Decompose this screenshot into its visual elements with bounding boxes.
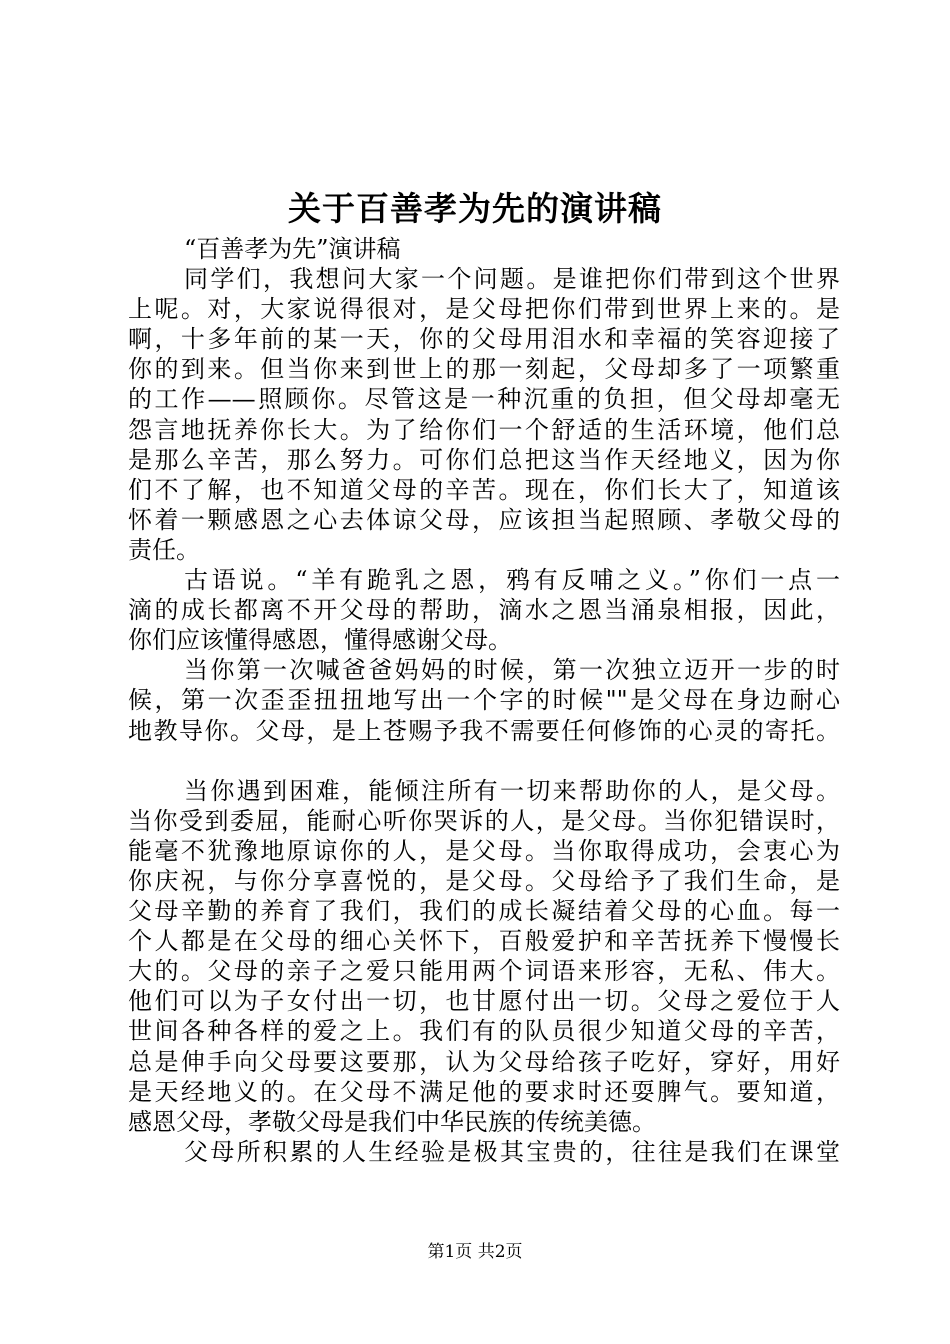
text-line: 当你遇到困难，能倾注所有一切来帮助你的人，是父母。 [184,776,840,805]
text-line: 你们应该懂得感恩，懂得感谢父母。 [128,626,512,655]
text-line: 世间各种各样的爱之上。我们有的队员很少知道父母的辛苦， [128,1017,840,1046]
text-line: 是天经地义的。在父母不满足他的要求时还耍脾气。要知道， [128,1077,840,1106]
text-line: 怨言地抚养你长大。为了给你们一个舒适的生活环境，他们总 [128,415,840,444]
text-line: “百善孝为先”演讲稿 [184,235,401,263]
text-line: 怀着一颗感恩之心去体谅父母，应该担当起照顾、孝敬父母的 [128,505,840,534]
text-line: 当你第一次喊爸爸妈妈的时候，第一次独立迈开一步的时 [184,656,840,685]
text-line: 同学们，我想问大家一个问题。是谁把你们带到这个世界 [184,265,840,294]
text-line: 个人都是在父母的细心关怀下，百般爱护和辛苦抚养下慢慢长 [128,927,840,956]
text-line: 们不了解，也不知道父母的辛苦。现在，你们长大了，知道该 [128,475,840,504]
document-title: 关于百善孝为先的演讲稿 [288,189,662,228]
text-line: 啊，十多年前的某一天，你的父母用泪水和幸福的笑容迎接了 [128,325,840,354]
text-line: 大的。父母的亲子之爱只能用两个词语来形容，无私、伟大。 [128,957,840,986]
text-line: 父母所积累的人生经验是极其宝贵的，往往是我们在课堂 [184,1137,840,1166]
blank-line [128,746,840,776]
text-line: 地教导你。父母，是上苍赐予我不需要任何修饰的心灵的寄托。 [128,716,840,745]
text-line: 的工作——照顾你。尽管这是一种沉重的负担，但父母却毫无 [128,385,840,414]
text-line: 父母辛勤的养育了我们，我们的成长凝结着父母的心血。每一 [128,897,840,926]
text-line: 你庆祝，与你分享喜悦的，是父母。父母给予了我们生命，是 [128,866,840,895]
text-line: 是那么辛苦，那么努力。可你们总把这当作天经地义，因为你 [128,445,840,474]
text-line: 候，第一次歪歪扭扭地写出一个字的时候""是父母在身边耐心 [128,686,840,715]
text-line: 感恩父母，孝敬父母是我们中华民族的传统美德。 [128,1107,656,1136]
document-body [128,234,840,1167]
text-line: 他们可以为子女付出一切，也甘愿付出一切。父母之爱位于人 [128,987,840,1016]
text-line: 责任。 [128,535,200,564]
page-footer: 第1页 共2页 [427,1242,523,1262]
text-line: 总是伸手向父母要这要那，认为父母给孩子吃好，穿好，用好 [128,1047,840,1076]
text-line: 能毫不犹豫地原谅你的人，是父母。当你取得成功，会衷心为 [128,836,840,865]
text-line: 古语说。“羊有跪乳之恩，鸦有反哺之义。”你们一点一 [184,566,840,595]
text-line: 滴的成长都离不开父母的帮助，滴水之恩当涌泉相报，因此， [128,596,840,625]
text-line: 当你受到委屈，能耐心听你哭诉的人，是父母。当你犯错误时， [128,806,840,835]
text-line: 你的到来。但当你来到世上的那一刻起，父母却多了一项繁重 [128,355,840,384]
text-line: 上呢。对，大家说得很对，是父母把你们带到世界上来的。是 [128,295,840,324]
